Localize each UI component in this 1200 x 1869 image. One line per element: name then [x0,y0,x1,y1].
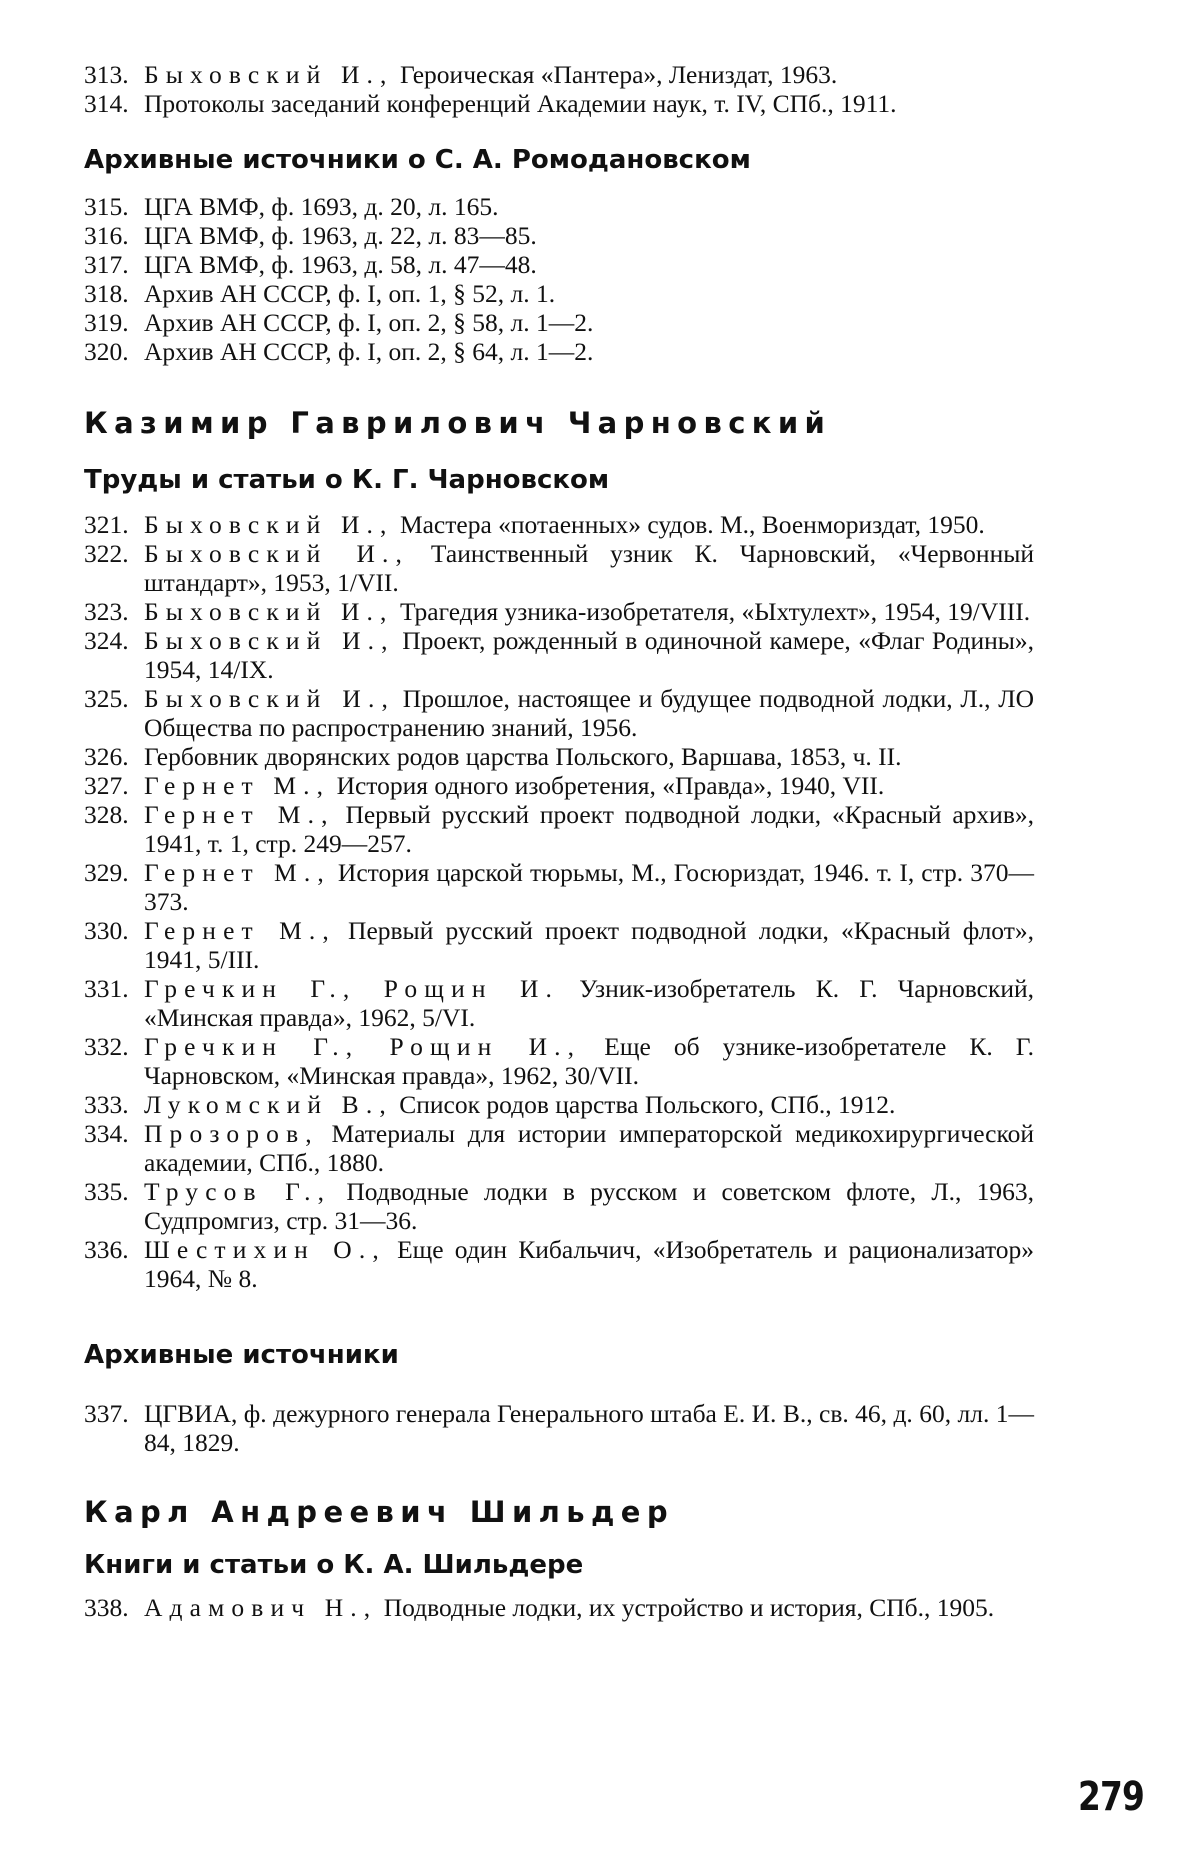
reference-entry [84,742,1034,771]
page-number: 279 [1078,1774,1145,1820]
reference-entry [84,916,1034,974]
reference-number: 326. [84,742,129,771]
reference-number: 321. [84,510,129,539]
reference-list [84,192,1034,366]
reference-body: ЦГВИА, ф. дежурного генерала Генерального штаба Е. И. В., св. 46, д. 60, лл. 1—84, 1829. [144,1399,1034,1457]
reference-author: Быховский И., [144,597,394,626]
bibliography-page [84,60,1034,1622]
reference-entry [84,974,1034,1032]
reference-text [144,308,1034,337]
reference-text [144,1177,1034,1235]
reference-author: Быховский И., [144,684,395,713]
reference-body: Подводные лодки, их устройство и история, СПб., 1905. [377,1593,995,1622]
reference-author: Гречкин Г., Рощин И. [144,974,560,1003]
reference-list [84,1593,1034,1622]
reference-number: 330. [84,916,129,945]
reference-number: 332. [84,1032,129,1061]
reference-body: ЦГА ВМФ, ф. 1693, д. 20, л. 165. [144,192,499,221]
reference-body: Подводные лодки в русском и советском флоте, Л., 1963, Судпромгиз, стр. 31—36. [144,1177,1034,1235]
section-heading: Архивные источники [84,1340,399,1370]
reference-text [144,221,1034,250]
person-heading: Карл Андреевич Шильдер [84,1495,674,1529]
reference-body: Гербовник дворянских родов царства Польского, Варшава, 1853, ч. II. [144,742,902,771]
reference-author: Лукомский В., [144,1090,393,1119]
reference-body: Материалы для истории императорской медикохирургической академии, СПб., 1880. [144,1119,1034,1177]
reference-text [144,771,1034,800]
reference-number: 314. [84,89,129,118]
reference-entry [84,337,1034,366]
reference-body: Мастера «потаенных» судов. М., Военмориздат, 1950. [393,510,985,539]
reference-body: ЦГА ВМФ, ф. 1963, д. 58, л. 47—48. [144,250,537,279]
reference-body: Еще один Кибальчич, «Изобретатель и рационализатор» 1964, № 8. [144,1235,1034,1293]
person-heading: Казимир Гаврилович Чарновский [84,406,832,440]
reference-entry [84,308,1034,337]
reference-body: ЦГА ВМФ, ф. 1963, д. 22, л. 83—85. [144,221,537,250]
reference-entry [84,684,1034,742]
reference-text [144,742,1034,771]
reference-text [144,800,1034,858]
reference-number: 316. [84,221,129,250]
reference-text [144,510,1034,539]
reference-body: Таинственный узник К. Чарновский, «Червонный штандарт», 1953, 1/VII. [144,539,1034,597]
reference-text [144,192,1034,221]
reference-text [144,1119,1034,1177]
reference-text [144,1235,1034,1293]
reference-number: 319. [84,308,129,337]
reference-text [144,597,1034,626]
reference-text [144,858,1034,916]
reference-number: 313. [84,60,129,89]
reference-number: 317. [84,250,129,279]
reference-entry [84,858,1034,916]
reference-text [144,1399,1034,1457]
reference-body: Архив АН СССР, ф. I, оп. 1, § 52, л. 1. [144,279,556,308]
reference-author: Трусов Г., [144,1177,332,1206]
reference-number: 336. [84,1235,129,1264]
reference-entry [84,626,1034,684]
reference-text [144,60,1034,89]
reference-entry [84,771,1034,800]
reference-number: 323. [84,597,129,626]
reference-number: 324. [84,626,129,655]
reference-number: 337. [84,1399,129,1428]
reference-text [144,1593,1034,1622]
reference-entry [84,1177,1034,1235]
reference-text [144,89,1034,118]
reference-number: 318. [84,279,129,308]
reference-body: Еще об узнике-изобретателе К. Г. Чарновском, «Минская правда», 1962, 30/VII. [144,1032,1034,1090]
reference-body: Архив АН СССР, ф. I, оп. 2, § 58, л. 1—2. [144,308,594,337]
section-heading: Труды и статьи о К. Г. Чарновском [84,465,610,495]
reference-entry [84,221,1034,250]
reference-entry [84,1399,1034,1457]
reference-text [144,279,1034,308]
reference-body: История царской тюрьмы, М., Госюриздат, 1946. т. I, стр. 370—373. [144,858,1034,916]
reference-author: Быховский И., [144,60,394,89]
reference-number: 338. [84,1593,129,1622]
reference-author: Быховский И., [144,626,395,655]
reference-text [144,250,1034,279]
reference-body: Героическая «Пантера», Лениздат, 1963. [393,60,838,89]
reference-entry [84,597,1034,626]
reference-entry [84,1090,1034,1119]
reference-number: 315. [84,192,129,221]
reference-number: 331. [84,974,129,1003]
reference-number: 322. [84,539,129,568]
reference-body: Архив АН СССР, ф. I, оп. 2, § 64, л. 1—2. [144,337,594,366]
section-heading: Книги и статьи о К. А. Шильдере [84,1550,584,1580]
reference-entry [84,1032,1034,1090]
reference-body: Первый русский проект подводной лодки, «Красный флот», 1941, 5/III. [144,916,1034,974]
reference-list [84,1399,1034,1457]
reference-text [144,1032,1034,1090]
reference-entry [84,539,1034,597]
reference-number: 320. [84,337,129,366]
reference-entry [84,510,1034,539]
reference-body: Список родов царства Польского, СПб., 1912. [392,1090,896,1119]
reference-number: 327. [84,771,129,800]
reference-number: 329. [84,858,129,887]
reference-body: Прошлое, настоящее и будущее подводной лодки, Л., ЛО Общества по распространению знаний, 1956. [144,684,1034,742]
reference-text [144,974,1034,1032]
reference-text [144,684,1034,742]
reference-entry [84,250,1034,279]
reference-author: Шестихин О., [144,1235,386,1264]
reference-list [84,510,1034,1293]
reference-entry [84,800,1034,858]
reference-number: 334. [84,1119,129,1148]
reference-body: Проект, рожденный в одиночной камере, «Флаг Родины», 1954, 14/IX. [144,626,1034,684]
section-heading: Архивные источники о С. А. Ромодановском [84,145,751,175]
reference-author: Гернет М., [144,771,331,800]
reference-author: Гернет М., [144,916,336,945]
reference-text [144,626,1034,684]
reference-author: Прозоров, [144,1119,319,1148]
reference-body: Первый русский проект подводной лодки, «Красный архив», 1941, т. 1, стр. 249—257. [144,800,1034,858]
reference-number: 328. [84,800,129,829]
reference-entry [84,1235,1034,1293]
reference-list [84,60,1034,118]
reference-entry [84,1593,1034,1622]
reference-number: 335. [84,1177,129,1206]
reference-number: 333. [84,1090,129,1119]
reference-entry [84,192,1034,221]
reference-author: Адамович Н., [144,1593,378,1622]
reference-entry [84,279,1034,308]
reference-text [144,337,1034,366]
reference-text [144,916,1034,974]
reference-body: Протоколы заседаний конференций Академии наук, т. IV, СПб., 1911. [144,89,897,118]
reference-author: Гернет М., [144,858,331,887]
reference-author: Быховский И., [144,510,394,539]
reference-body: Трагедия узника-изобретателя, «Ыхтулехт», 1954, 19/VIII. [393,597,1031,626]
reference-author: Гернет М., [144,800,335,829]
reference-number: 325. [84,684,129,713]
reference-author: Быховский И., [144,539,410,568]
reference-text [144,1090,1034,1119]
reference-body: История одного изобретения, «Правда», 1940, VII. [330,771,885,800]
reference-body: Узник-изобретатель К. Г. Чарновский, «Минская правда», 1962, 5/VI. [144,974,1034,1032]
reference-entry [84,89,1034,118]
reference-author: Гречкин Г., Рощин И., [144,1032,582,1061]
reference-text [144,539,1034,597]
reference-entry [84,1119,1034,1177]
reference-entry [84,60,1034,89]
